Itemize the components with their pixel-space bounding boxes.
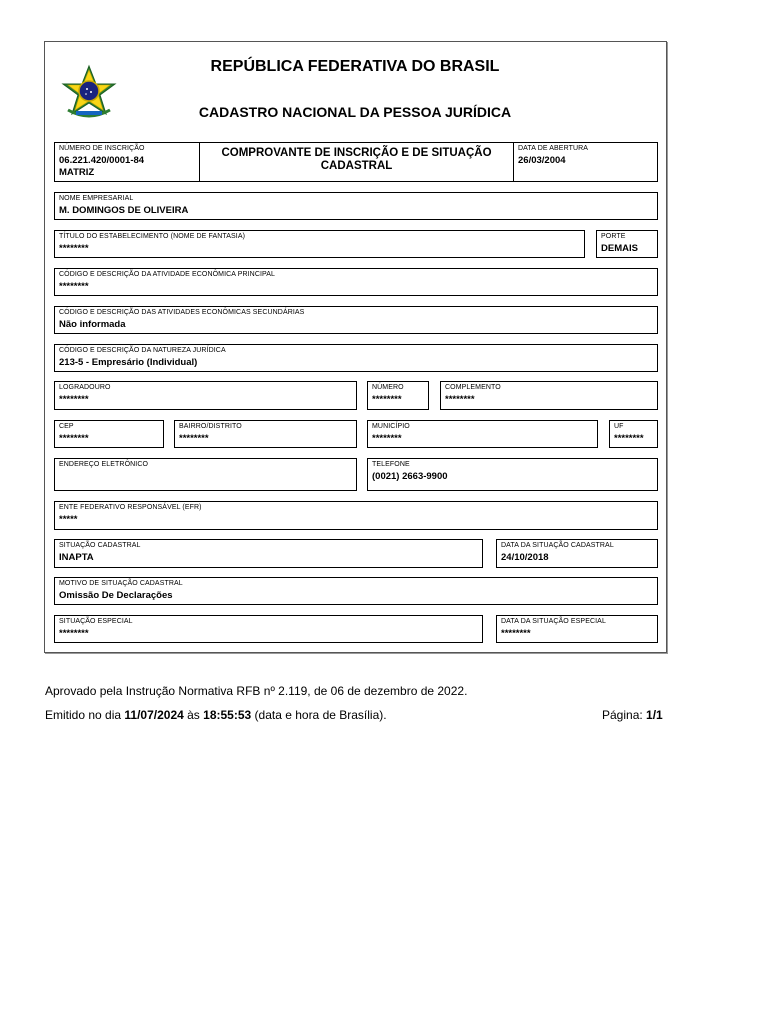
field-label: COMPLEMENTO (445, 384, 501, 391)
field-label: NÚMERO DE INSCRIÇÃO (59, 145, 145, 152)
field-value: DEMAIS (601, 243, 638, 254)
inscricao-field (54, 142, 200, 182)
efr-field (54, 501, 658, 530)
emission-time: 18:55:53 (203, 708, 252, 722)
municipio-field (367, 420, 598, 448)
field-value: ******** (59, 243, 89, 254)
nome-empresarial-field (54, 192, 658, 220)
approval-text: Aprovado pela Instrução Normativa RFB nº 2.119, de 06 de dezembro de 2022. (45, 684, 468, 698)
comprovante-line1: COMPROVANTE DE INSCRIÇÃO E DE SITUAÇÃO (221, 147, 492, 159)
field-value: ******** (59, 394, 89, 405)
field-label: SITUAÇÃO CADASTRAL (59, 542, 141, 549)
field-label: UF (614, 423, 624, 430)
email-field (54, 458, 357, 491)
logradouro-field (54, 381, 357, 410)
field-label: SITUAÇÃO ESPECIAL (59, 618, 133, 625)
atividade-principal-field (54, 268, 658, 296)
emission-line (45, 708, 387, 722)
field-label: MUNICÍPIO (372, 423, 410, 430)
field-label: NOME EMPRESARIAL (59, 195, 134, 202)
field-value: ******** (59, 281, 89, 292)
field-label: PORTE (601, 233, 626, 240)
porte-field (596, 230, 658, 258)
field-value: ******** (501, 628, 531, 639)
natureza-juridica-field (54, 344, 658, 372)
field-value: 213-5 - Empresário (Individual) (59, 357, 198, 368)
data-situacao-especial-field (496, 615, 658, 643)
field-value: ******** (179, 433, 209, 444)
field-label: CEP (59, 423, 74, 430)
field-label: CÓDIGO E DESCRIÇÃO DAS ATIVIDADES ECONÔMICAS SECUNDÁRIAS (59, 309, 305, 316)
field-label: DATA DA SITUAÇÃO ESPECIAL (501, 618, 606, 625)
field-label: MOTIVO DE SITUAÇÃO CADASTRAL (59, 580, 183, 587)
field-value: ******** (372, 433, 402, 444)
field-value: Não informada (59, 319, 126, 330)
field-value: (0021) 2663-9900 (372, 471, 448, 482)
field-value: ******** (445, 394, 475, 405)
field-value: 24/10/2018 (501, 552, 549, 563)
field-label: BAIRRO/DISTRITO (179, 423, 242, 430)
bairro-field (174, 420, 357, 448)
telefone-field (367, 458, 658, 491)
comprovante-line2: CADASTRAL (320, 160, 393, 172)
field-value: 26/03/2004 (518, 155, 566, 166)
field-value: 06.221.420/0001-84 (59, 155, 145, 166)
page-indicator (602, 708, 663, 722)
atividades-secundarias-field (54, 306, 658, 334)
field-value: ******** (59, 628, 89, 639)
page-label: Página: (602, 708, 647, 722)
nome-fantasia-field (54, 230, 585, 258)
field-value: ******** (59, 433, 89, 444)
field-label: DATA DE ABERTURA (518, 145, 589, 152)
field-label: DATA DA SITUAÇÃO CADASTRAL (501, 542, 614, 549)
field-value: ******** (614, 433, 644, 444)
field-value: ******** (372, 394, 402, 405)
abertura-field (513, 142, 658, 182)
comprovante-title-box (199, 142, 514, 182)
complemento-field (440, 381, 658, 410)
motivo-situacao-field (54, 577, 658, 605)
field-label: TELEFONE (372, 461, 410, 468)
field-label: ENTE FEDERATIVO RESPONSÁVEL (EFR) (59, 504, 202, 511)
field-value: M. DOMINGOS DE OLIVEIRA (59, 205, 189, 216)
field-value: ***** (59, 514, 78, 525)
cep-field (54, 420, 164, 448)
emission-date: 11/07/2024 (124, 708, 184, 722)
field-label: LOGRADOURO (59, 384, 111, 391)
field-label: ENDEREÇO ELETRÔNICO (59, 461, 149, 468)
page-value: 1/1 (646, 708, 663, 722)
page-subtitle: CADASTRO NACIONAL DA PESSOA JURÍDICA (198, 104, 512, 120)
field-value: INAPTA (59, 552, 94, 563)
data-situacao-cadastral-field (496, 539, 658, 568)
situacao-cadastral-field (54, 539, 483, 568)
brazil-coat-of-arms-icon (60, 64, 118, 122)
uf-field (609, 420, 658, 448)
field-label: CÓDIGO E DESCRIÇÃO DA NATUREZA JURÍDICA (59, 347, 226, 354)
field-label: NÚMERO (372, 384, 404, 391)
field-value: Omissão De Declarações (59, 590, 173, 601)
emission-at: às (183, 708, 204, 722)
field-label: CÓDIGO E DESCRIÇÃO DA ATIVIDADE ECONÔMICA PRINCIPAL (59, 271, 276, 278)
emission-prefix: Emitido no dia (45, 708, 125, 722)
emission-suffix: (data e hora de Brasília). (251, 708, 387, 722)
numero-field (367, 381, 429, 410)
field-label: TÍTULO DO ESTABELECIMENTO (NOME DE FANTASIA) (59, 233, 246, 240)
situacao-especial-field (54, 615, 483, 643)
page-title: REPÚBLICA FEDERATIVA DO BRASIL (210, 58, 500, 75)
field-value-secondary: MATRIZ (59, 167, 95, 178)
